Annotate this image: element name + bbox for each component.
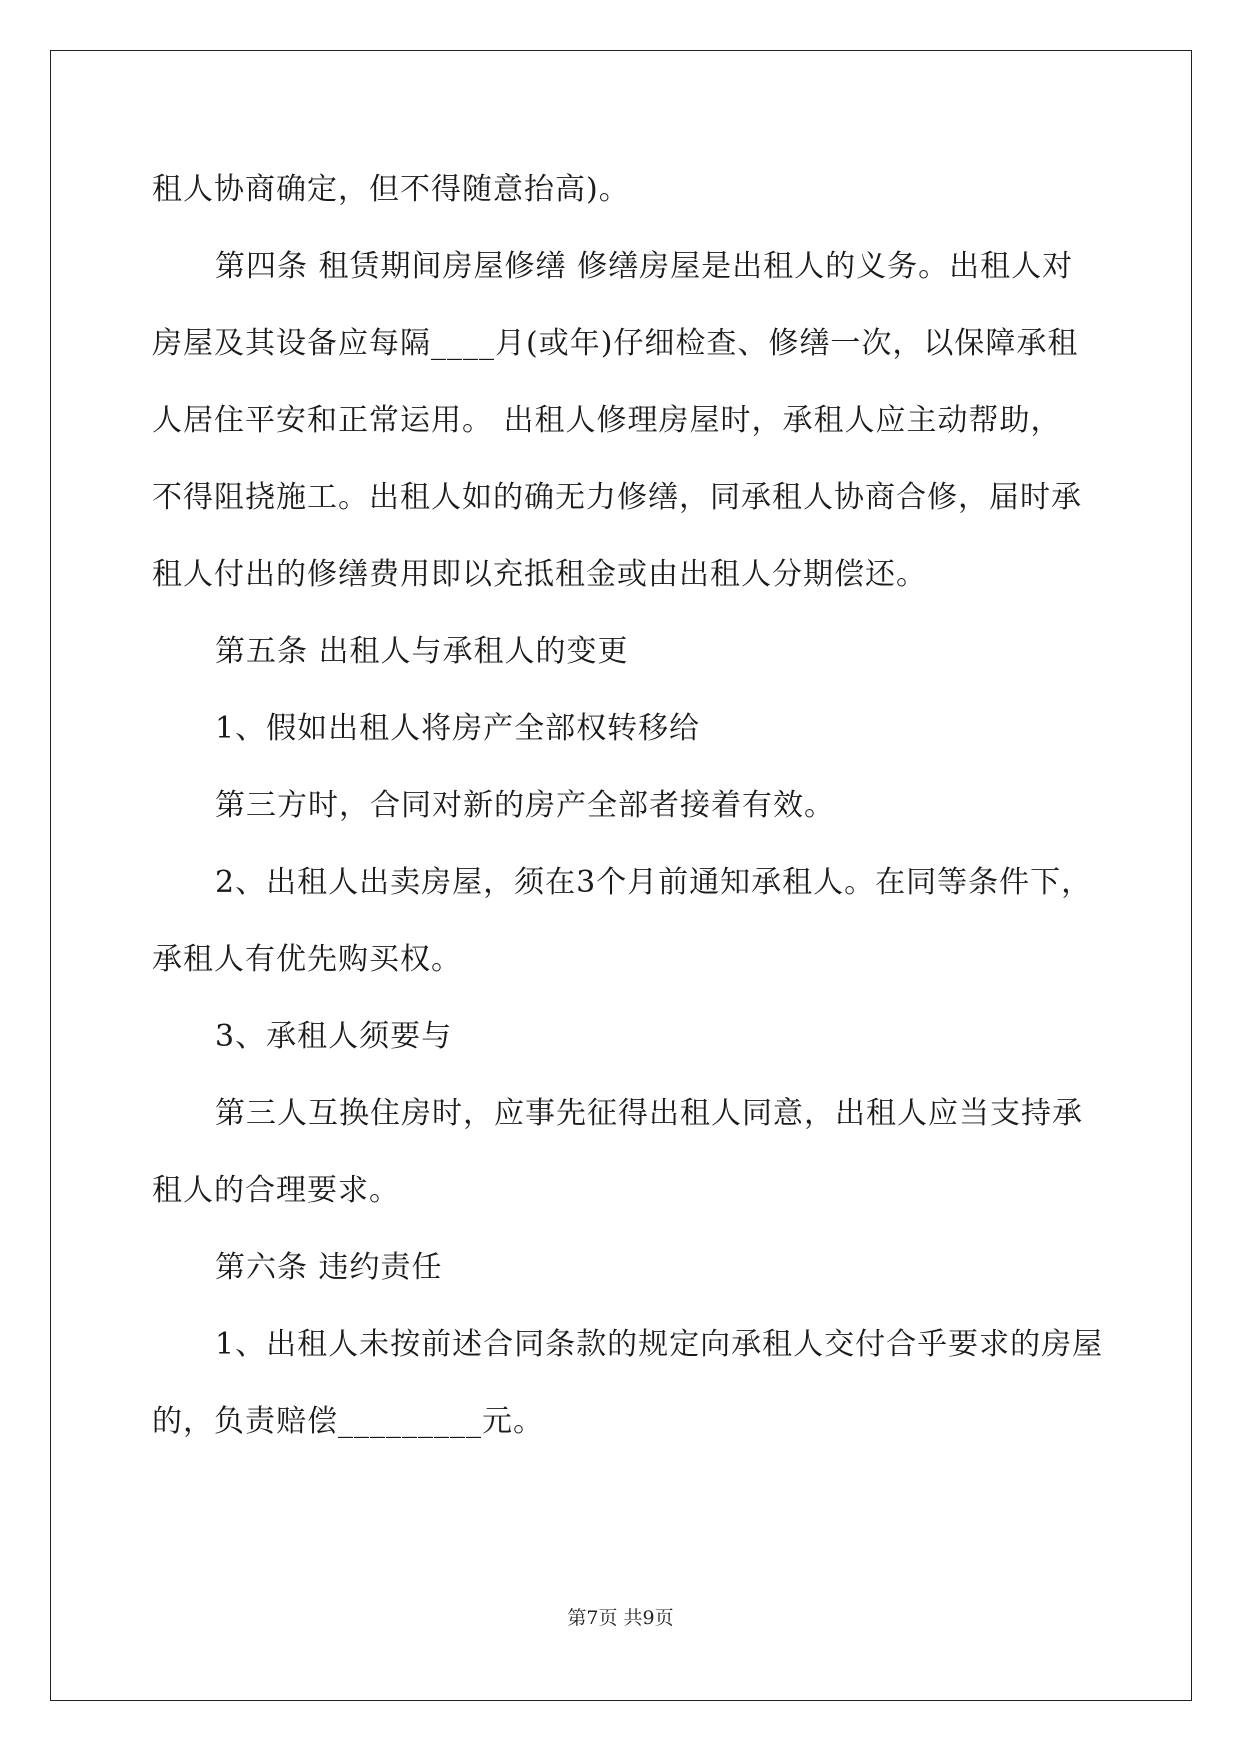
text-line-11: 承租人有优先购买权。 — [152, 942, 462, 977]
text-line-17: 的，负责赔偿_________元。 — [152, 1404, 544, 1439]
text-line-9: 第三方时，合同对新的房产全部者接着有效。 — [215, 788, 835, 823]
section-heading-5: 第五条 出租人与承租人的变更 — [215, 634, 629, 669]
text-line-16: 1、出租人未按前述合同条款的规定向承租人交付合乎要求的房屋 — [215, 1327, 1104, 1362]
text-line-14: 租人的合理要求。 — [152, 1173, 400, 1208]
text-line-4: 人居住平安和正常运用。 出租人修理房屋时，承租人应主动帮助， — [152, 403, 1062, 438]
text-line-6: 租人付出的修缮费用即以充抵租金或由出租人分期偿还。 — [152, 557, 927, 592]
text-line-1: 租人协商确定，但不得随意抬高)。 — [152, 172, 630, 207]
text-line-3: 房屋及其设备应每隔____月(或年)仔细检查、修缮一次，以保障承租 — [152, 326, 1079, 361]
text-line-12: 3、承租人须要与 — [215, 1019, 453, 1054]
text-line-2: 第四条 租赁期间房屋修缮 修缮房屋是出租人的义务。出租人对 — [215, 249, 1074, 284]
text-line-8: 1、假如出租人将房产全部权转移给 — [215, 711, 701, 746]
text-line-13: 第三人互换住房时，应事先征得出租人同意，出租人应当支持承 — [215, 1096, 1083, 1131]
page-number-footer: 第7页 共9页 — [567, 1607, 674, 1629]
text-line-10: 2、出租人出卖房屋，须在3个月前通知承租人。在同等条件下， — [215, 865, 1093, 900]
document-body — [152, 151, 1104, 1460]
text-line-5: 不得阻挠施工。出租人如的确无力修缮，同承租人协商合修，届时承 — [152, 480, 1082, 515]
section-heading-6: 第六条 违约责任 — [215, 1250, 443, 1285]
